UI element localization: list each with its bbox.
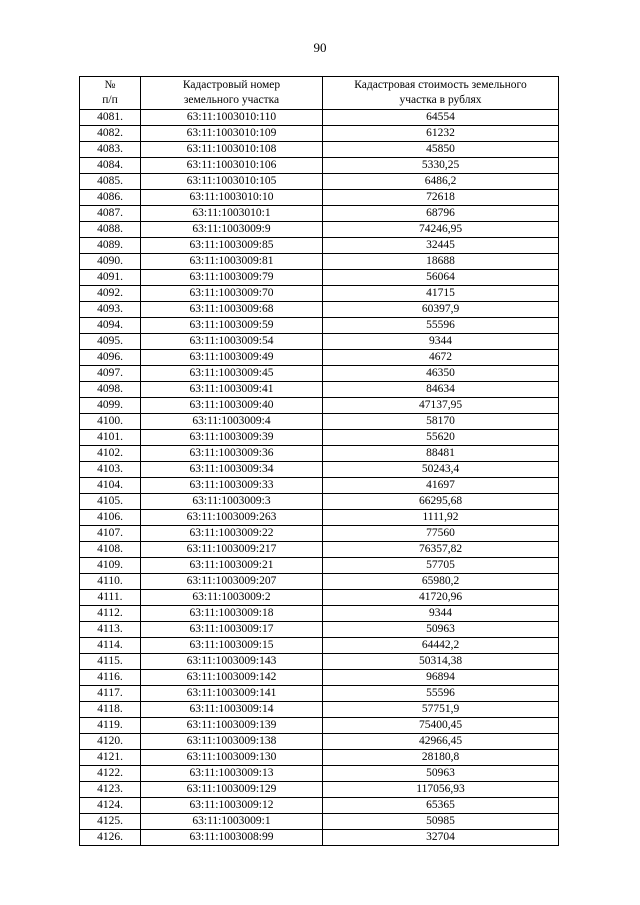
row-number: 4113. — [80, 622, 141, 638]
table-row — [80, 254, 559, 270]
cadastral-value: 117056,93 — [323, 782, 559, 798]
row-number: 4107. — [80, 526, 141, 542]
cadastral-value: 41720,96 — [323, 590, 559, 606]
cadastral-table — [79, 76, 559, 846]
cadastral-number: 63:11:1003009:15 — [141, 638, 323, 654]
row-number: 4084. — [80, 158, 141, 174]
table-row — [80, 590, 559, 606]
cadastral-number: 63:11:1003009:12 — [141, 798, 323, 814]
cadastral-number: 63:11:1003009:85 — [141, 238, 323, 254]
cadastral-value: 57751,9 — [323, 702, 559, 718]
row-number: 4114. — [80, 638, 141, 654]
row-number: 4123. — [80, 782, 141, 798]
table-row — [80, 142, 559, 158]
table-row — [80, 302, 559, 318]
table-row — [80, 206, 559, 222]
cadastral-value: 4672 — [323, 350, 559, 366]
cadastral-value: 74246,95 — [323, 222, 559, 238]
cadastral-value: 28180,8 — [323, 750, 559, 766]
row-number: 4094. — [80, 318, 141, 334]
cadastral-number: 63:11:1003009:22 — [141, 526, 323, 542]
row-number: 4100. — [80, 414, 141, 430]
table-row — [80, 126, 559, 142]
table-row — [80, 622, 559, 638]
cadastral-number: 63:11:1003009:2 — [141, 590, 323, 606]
row-number: 4110. — [80, 574, 141, 590]
cadastral-number: 63:11:1003009:33 — [141, 478, 323, 494]
cadastral-number: 63:11:1003009:18 — [141, 606, 323, 622]
table-row — [80, 654, 559, 670]
table-row — [80, 702, 559, 718]
cadastral-number: 63:11:1003009:34 — [141, 462, 323, 478]
table-row — [80, 606, 559, 622]
row-number: 4083. — [80, 142, 141, 158]
cadastral-number: 63:11:1003009:17 — [141, 622, 323, 638]
table-row — [80, 174, 559, 190]
table-row — [80, 158, 559, 174]
cadastral-number: 63:11:1003009:40 — [141, 398, 323, 414]
cadastral-value: 58170 — [323, 414, 559, 430]
row-number: 4106. — [80, 510, 141, 526]
cadastral-value: 76357,82 — [323, 542, 559, 558]
table-row — [80, 814, 559, 830]
row-number: 4097. — [80, 366, 141, 382]
row-number: 4121. — [80, 750, 141, 766]
cadastral-value: 96894 — [323, 670, 559, 686]
cadastral-value: 32704 — [323, 830, 559, 846]
row-number: 4120. — [80, 734, 141, 750]
cadastral-value: 47137,95 — [323, 398, 559, 414]
row-number: 4090. — [80, 254, 141, 270]
row-number: 4118. — [80, 702, 141, 718]
cadastral-value: 46350 — [323, 366, 559, 382]
cadastral-value: 50985 — [323, 814, 559, 830]
cadastral-number: 63:11:1003010:1 — [141, 206, 323, 222]
cadastral-value: 5330,25 — [323, 158, 559, 174]
cadastral-value: 65980,2 — [323, 574, 559, 590]
row-number: 4119. — [80, 718, 141, 734]
cadastral-value: 32445 — [323, 238, 559, 254]
cadastral-number: 63:11:1003010:10 — [141, 190, 323, 206]
header-number-line-1: № — [104, 79, 116, 91]
row-number: 4124. — [80, 798, 141, 814]
table-row — [80, 446, 559, 462]
cadastral-value: 60397,9 — [323, 302, 559, 318]
cadastral-value: 50314,38 — [323, 654, 559, 670]
header-cadastral-value-line-2: участка в рублях — [399, 94, 482, 106]
table-row — [80, 734, 559, 750]
table-row — [80, 334, 559, 350]
header-number-line-2: п/п — [102, 94, 118, 106]
cadastral-number: 63:11:1003009:54 — [141, 334, 323, 350]
cadastral-number: 63:11:1003009:4 — [141, 414, 323, 430]
header-number — [80, 77, 141, 110]
cadastral-number: 63:11:1003009:70 — [141, 286, 323, 302]
row-number: 4116. — [80, 670, 141, 686]
cadastral-value: 77560 — [323, 526, 559, 542]
cadastral-number: 63:11:1003008:99 — [141, 830, 323, 846]
header-cadastral-number-line-2: земельного участка — [183, 94, 280, 106]
row-number: 4096. — [80, 350, 141, 366]
cadastral-number: 63:11:1003009:79 — [141, 270, 323, 286]
table-row — [80, 382, 559, 398]
cadastral-number: 63:11:1003009:129 — [141, 782, 323, 798]
row-number: 4098. — [80, 382, 141, 398]
cadastral-value: 64554 — [323, 110, 559, 126]
row-number: 4085. — [80, 174, 141, 190]
cadastral-number: 63:11:1003009:142 — [141, 670, 323, 686]
table-row — [80, 462, 559, 478]
row-number: 4104. — [80, 478, 141, 494]
row-number: 4126. — [80, 830, 141, 846]
cadastral-number: 63:11:1003009:21 — [141, 558, 323, 574]
table-body — [80, 110, 559, 846]
table-row — [80, 414, 559, 430]
cadastral-number: 63:11:1003009:217 — [141, 542, 323, 558]
row-number: 4102. — [80, 446, 141, 462]
cadastral-value: 55596 — [323, 318, 559, 334]
table-row — [80, 686, 559, 702]
row-number: 4086. — [80, 190, 141, 206]
row-number: 4105. — [80, 494, 141, 510]
cadastral-value: 61232 — [323, 126, 559, 142]
table-row — [80, 494, 559, 510]
cadastral-number: 63:11:1003009:139 — [141, 718, 323, 734]
cadastral-number: 63:11:1003009:68 — [141, 302, 323, 318]
cadastral-number: 63:11:1003009:143 — [141, 654, 323, 670]
row-number: 4111. — [80, 590, 141, 606]
table-row — [80, 430, 559, 446]
row-number: 4125. — [80, 814, 141, 830]
row-number: 4089. — [80, 238, 141, 254]
row-number: 4122. — [80, 766, 141, 782]
table-row — [80, 110, 559, 126]
cadastral-number: 63:11:1003010:109 — [141, 126, 323, 142]
row-number: 4095. — [80, 334, 141, 350]
cadastral-number: 63:11:1003009:81 — [141, 254, 323, 270]
cadastral-number: 63:11:1003009:207 — [141, 574, 323, 590]
cadastral-value: 6486,2 — [323, 174, 559, 190]
cadastral-value: 68796 — [323, 206, 559, 222]
row-number: 4081. — [80, 110, 141, 126]
table-row — [80, 222, 559, 238]
cadastral-number: 63:11:1003009:141 — [141, 686, 323, 702]
cadastral-value: 50963 — [323, 622, 559, 638]
cadastral-number: 63:11:1003009:45 — [141, 366, 323, 382]
table-row — [80, 798, 559, 814]
cadastral-value: 64442,2 — [323, 638, 559, 654]
row-number: 4103. — [80, 462, 141, 478]
cadastral-value: 57705 — [323, 558, 559, 574]
cadastral-number: 63:11:1003010:108 — [141, 142, 323, 158]
cadastral-value: 84634 — [323, 382, 559, 398]
table-row — [80, 670, 559, 686]
row-number: 4109. — [80, 558, 141, 574]
table-row — [80, 750, 559, 766]
row-number: 4088. — [80, 222, 141, 238]
cadastral-value: 75400,45 — [323, 718, 559, 734]
cadastral-value: 50243,4 — [323, 462, 559, 478]
cadastral-value: 56064 — [323, 270, 559, 286]
cadastral-number: 63:11:1003009:39 — [141, 430, 323, 446]
row-number: 4087. — [80, 206, 141, 222]
table-row — [80, 542, 559, 558]
cadastral-number: 63:11:1003009:138 — [141, 734, 323, 750]
table-row — [80, 286, 559, 302]
table-row — [80, 190, 559, 206]
table-row — [80, 526, 559, 542]
row-number: 4117. — [80, 686, 141, 702]
row-number: 4112. — [80, 606, 141, 622]
header-cadastral-number — [141, 77, 323, 110]
table-header — [80, 77, 559, 110]
table-row — [80, 766, 559, 782]
cadastral-number: 63:11:1003009:59 — [141, 318, 323, 334]
cadastral-value: 41715 — [323, 286, 559, 302]
header-cadastral-value-line-1: Кадастровая стоимость земельного — [354, 79, 527, 91]
cadastral-value: 9344 — [323, 334, 559, 350]
cadastral-value: 66295,68 — [323, 494, 559, 510]
table-row — [80, 558, 559, 574]
table-row — [80, 830, 559, 846]
row-number: 4101. — [80, 430, 141, 446]
cadastral-value: 9344 — [323, 606, 559, 622]
table-row — [80, 318, 559, 334]
cadastral-value: 50963 — [323, 766, 559, 782]
cadastral-number: 63:11:1003009:41 — [141, 382, 323, 398]
cadastral-value: 45850 — [323, 142, 559, 158]
cadastral-value: 1111,92 — [323, 510, 559, 526]
cadastral-value: 41697 — [323, 478, 559, 494]
table-row — [80, 718, 559, 734]
cadastral-number: 63:11:1003009:1 — [141, 814, 323, 830]
table-row — [80, 638, 559, 654]
cadastral-number: 63:11:1003010:105 — [141, 174, 323, 190]
table-row — [80, 574, 559, 590]
cadastral-value: 72618 — [323, 190, 559, 206]
table-row — [80, 398, 559, 414]
table-row — [80, 510, 559, 526]
cadastral-number: 63:11:1003009:130 — [141, 750, 323, 766]
header-cadastral-number-line-1: Кадастровый номер — [182, 79, 281, 91]
table-row — [80, 270, 559, 286]
cadastral-number: 63:11:1003009:49 — [141, 350, 323, 366]
cadastral-value: 88481 — [323, 446, 559, 462]
table-row — [80, 350, 559, 366]
cadastral-number: 63:11:1003009:263 — [141, 510, 323, 526]
cadastral-number: 63:11:1003009:13 — [141, 766, 323, 782]
header-row — [80, 77, 559, 110]
row-number: 4108. — [80, 542, 141, 558]
header-cadastral-value — [323, 77, 559, 110]
cadastral-value: 65365 — [323, 798, 559, 814]
page-number: 90 — [313, 40, 327, 55]
cadastral-number: 63:11:1003009:36 — [141, 446, 323, 462]
cadastral-number: 63:11:1003010:106 — [141, 158, 323, 174]
table-row — [80, 478, 559, 494]
cadastral-number: 63:11:1003010:110 — [141, 110, 323, 126]
cadastral-number: 63:11:1003009:9 — [141, 222, 323, 238]
cadastral-value: 55596 — [323, 686, 559, 702]
table-row — [80, 782, 559, 798]
cadastral-number: 63:11:1003009:14 — [141, 702, 323, 718]
row-number: 4082. — [80, 126, 141, 142]
cadastral-value: 18688 — [323, 254, 559, 270]
cadastral-value: 55620 — [323, 430, 559, 446]
table-row — [80, 238, 559, 254]
row-number: 4093. — [80, 302, 141, 318]
row-number: 4115. — [80, 654, 141, 670]
row-number: 4091. — [80, 270, 141, 286]
cadastral-value: 42966,45 — [323, 734, 559, 750]
cadastral-number: 63:11:1003009:3 — [141, 494, 323, 510]
row-number: 4099. — [80, 398, 141, 414]
table-row — [80, 366, 559, 382]
row-number: 4092. — [80, 286, 141, 302]
